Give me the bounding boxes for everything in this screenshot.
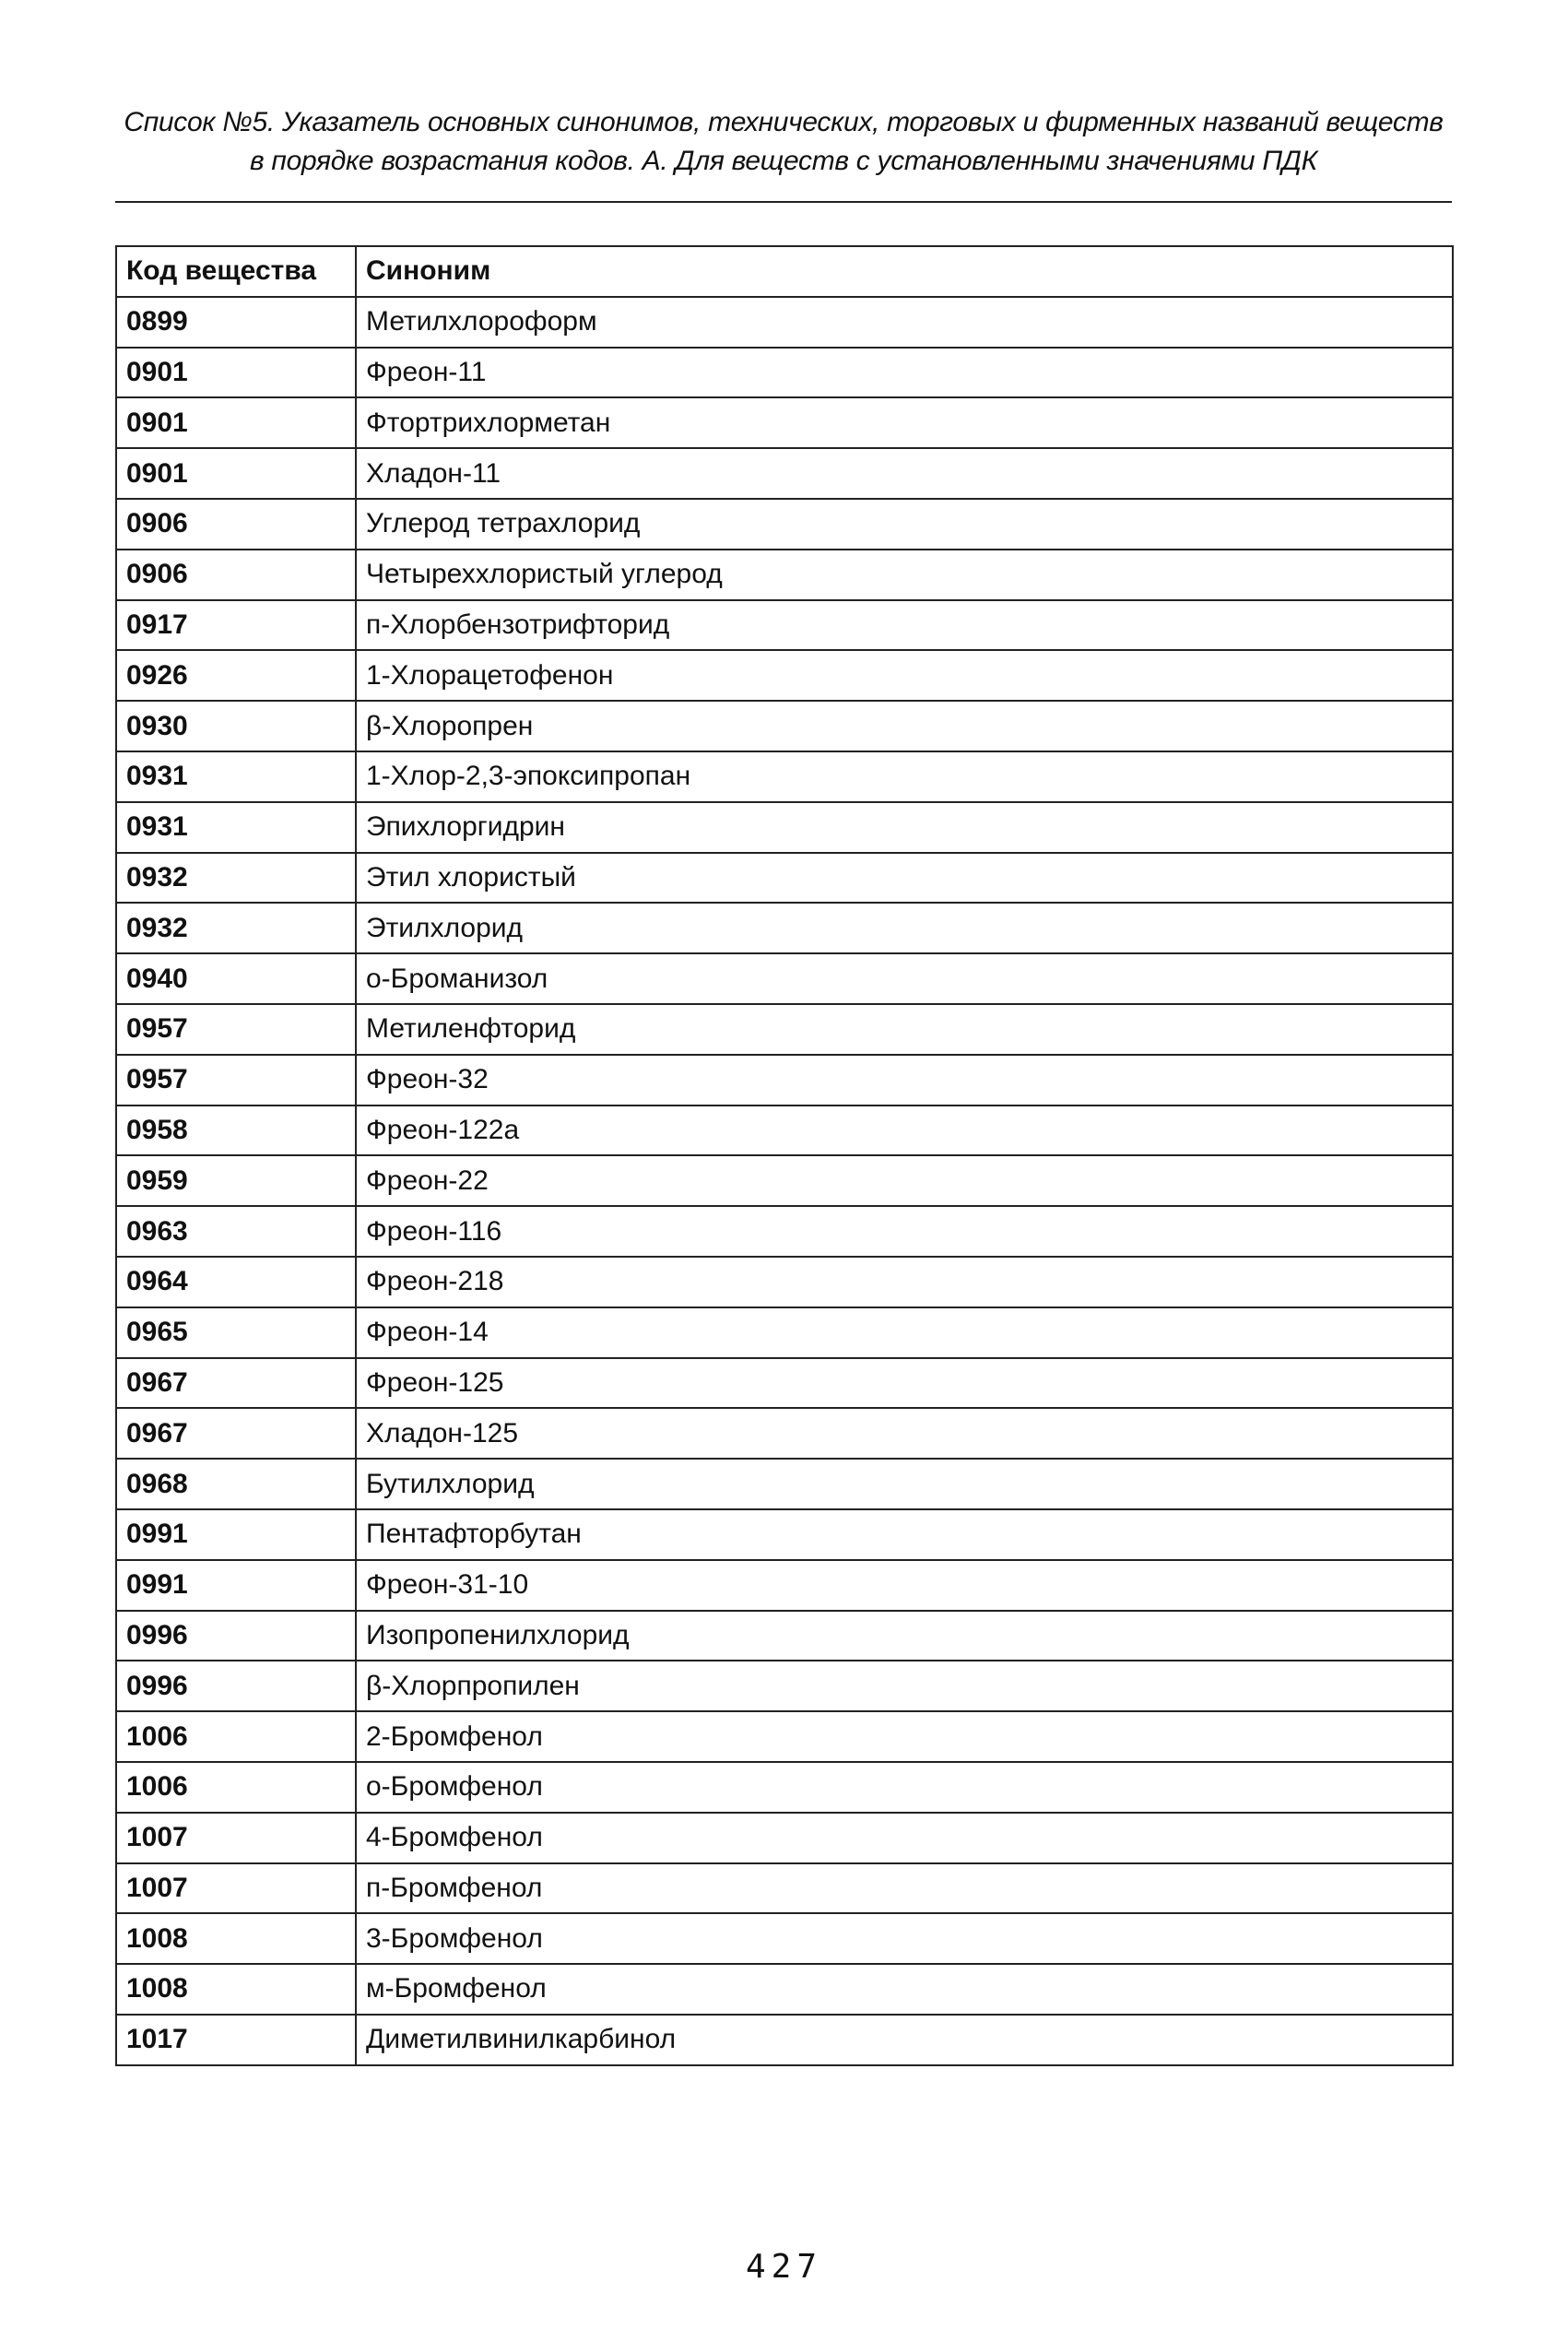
- substance-code-cell: 0964: [116, 1257, 356, 1307]
- table-row: [116, 853, 1453, 904]
- table-row: [116, 397, 1453, 448]
- substance-code-cell: 0901: [116, 348, 356, 398]
- substance-code-cell: 0968: [116, 1459, 356, 1509]
- substance-code-cell: 0931: [116, 751, 356, 802]
- table-row: [116, 953, 1453, 1004]
- synonym-cell: Фреон-125: [356, 1358, 1453, 1409]
- table-row: [116, 701, 1453, 751]
- substance-code-cell: 0965: [116, 1307, 356, 1358]
- substance-code-cell: 0917: [116, 600, 356, 651]
- table-row: [116, 1661, 1453, 1711]
- synonym-cell: Фтортрихлорметан: [356, 397, 1453, 448]
- table-row: [116, 1762, 1453, 1813]
- synonym-cell: Хладон-11: [356, 448, 1453, 499]
- substance-code-cell: 1008: [116, 1913, 356, 1964]
- synonym-cell: 4-Бромфенол: [356, 1813, 1453, 1863]
- synonym-cell: Фреон-31-10: [356, 1560, 1453, 1611]
- synonym-cell: 1-Хлорацетофенон: [356, 650, 1453, 701]
- synonym-cell: Метиленфторид: [356, 1004, 1453, 1055]
- page-number: 427: [745, 2248, 823, 2286]
- table-row: [116, 1459, 1453, 1509]
- synonym-cell: Бутилхлорид: [356, 1459, 1453, 1509]
- synonym-cell: Этилхлорид: [356, 903, 1453, 953]
- substance-code-cell: 1008: [116, 1964, 356, 2015]
- substance-code-cell: 0901: [116, 448, 356, 499]
- table-row: [116, 1913, 1453, 1964]
- column-header-synonym: Синоним: [356, 246, 1453, 297]
- substance-code-cell: 0901: [116, 397, 356, 448]
- page-header: [115, 103, 1452, 181]
- substance-code-cell: 0957: [116, 1055, 356, 1105]
- table-row: [116, 1408, 1453, 1459]
- substance-code-cell: 0930: [116, 701, 356, 751]
- substance-code-cell: 0996: [116, 1611, 356, 1661]
- synonym-cell: β-Хлоропрен: [356, 701, 1453, 751]
- synonym-cell: п-Хлорбензотрифторид: [356, 600, 1453, 651]
- table-row: [116, 1560, 1453, 1611]
- table-row: [116, 1105, 1453, 1156]
- synonym-cell: Диметилвинилкарбинол: [356, 2015, 1453, 2065]
- substance-code-cell: 0932: [116, 853, 356, 904]
- table-row: [116, 1155, 1453, 1206]
- header-divider: [115, 201, 1452, 203]
- substance-code-cell: 0931: [116, 802, 356, 853]
- table-row: [116, 1863, 1453, 1914]
- table-body: [116, 297, 1453, 2065]
- synonym-cell: Фреон-11: [356, 348, 1453, 398]
- substance-code-cell: 0940: [116, 953, 356, 1004]
- substance-code-cell: 1007: [116, 1813, 356, 1863]
- synonym-cell: о-Броманизол: [356, 953, 1453, 1004]
- substance-code-cell: 0957: [116, 1004, 356, 1055]
- synonym-cell: Фреон-14: [356, 1307, 1453, 1358]
- synonym-cell: п-Бромфенол: [356, 1863, 1453, 1914]
- substance-code-cell: 0959: [116, 1155, 356, 1206]
- table-row: [116, 550, 1453, 600]
- substance-code-cell: 0991: [116, 1509, 356, 1560]
- substance-code-cell: 0996: [116, 1661, 356, 1711]
- table-row: [116, 297, 1453, 348]
- table-row: [116, 1004, 1453, 1055]
- substance-code-cell: 1007: [116, 1863, 356, 1914]
- synonym-cell: Фреон-116: [356, 1206, 1453, 1257]
- synonym-cell: 3-Бромфенол: [356, 1913, 1453, 1964]
- substance-code-cell: 1017: [116, 2015, 356, 2065]
- substance-code-cell: 0991: [116, 1560, 356, 1611]
- table-row: [116, 499, 1453, 550]
- table-row: [116, 1358, 1453, 1409]
- table-row: [116, 1813, 1453, 1863]
- synonym-cell: о-Бромфенол: [356, 1762, 1453, 1813]
- synonym-cell: 1-Хлор-2,3-эпоксипропан: [356, 751, 1453, 802]
- substance-code-cell: 0906: [116, 499, 356, 550]
- table-row: [116, 751, 1453, 802]
- synonym-cell: β-Хлорпропилен: [356, 1661, 1453, 1711]
- synonym-cell: Фреон-22: [356, 1155, 1453, 1206]
- substance-code-cell: 1006: [116, 1711, 356, 1762]
- table-row: [116, 1257, 1453, 1307]
- substance-code-cell: 0926: [116, 650, 356, 701]
- synonym-cell: м-Бромфенол: [356, 1964, 1453, 2015]
- synonym-cell: Этил хлористый: [356, 853, 1453, 904]
- synonym-cell: Метилхлороформ: [356, 297, 1453, 348]
- header-line-1: Список №5. Указатель основных синонимов, технических, торговых и фирменных названий веществ: [124, 107, 1444, 137]
- substance-code-cell: 0899: [116, 297, 356, 348]
- table-row: [116, 802, 1453, 853]
- substance-code-cell: 0967: [116, 1408, 356, 1459]
- substance-code-cell: 0906: [116, 550, 356, 600]
- synonym-cell: Эпихлоргидрин: [356, 802, 1453, 853]
- table-row: [116, 1509, 1453, 1560]
- table-row: [116, 1307, 1453, 1358]
- substance-code-cell: 0958: [116, 1105, 356, 1156]
- synonym-cell: Фреон-32: [356, 1055, 1453, 1105]
- substance-code-cell: 0967: [116, 1358, 356, 1409]
- synonyms-table: [115, 245, 1454, 2066]
- header-line-2: в порядке возрастания кодов. А. Для веществ с установленными значениями ПДК: [250, 146, 1317, 176]
- table-header-row: [116, 246, 1453, 297]
- table-row: [116, 348, 1453, 398]
- table-row: [116, 1611, 1453, 1661]
- synonym-cell: Изопропенилхлорид: [356, 1611, 1453, 1661]
- synonym-cell: Углерод тетрахлорид: [356, 499, 1453, 550]
- table-row: [116, 1711, 1453, 1762]
- table-row: [116, 2015, 1453, 2065]
- synonym-cell: 2-Бромфенол: [356, 1711, 1453, 1762]
- table-row: [116, 1964, 1453, 2015]
- table-row: [116, 448, 1453, 499]
- table-row: [116, 1055, 1453, 1105]
- column-header-code: Код вещества: [116, 246, 356, 297]
- table-row: [116, 903, 1453, 953]
- substance-code-cell: 0963: [116, 1206, 356, 1257]
- table-row: [116, 1206, 1453, 1257]
- table-row: [116, 650, 1453, 701]
- substance-code-cell: 0932: [116, 903, 356, 953]
- synonym-cell: Фреон-218: [356, 1257, 1453, 1307]
- synonym-cell: Четыреххлористый углерод: [356, 550, 1453, 600]
- substance-code-cell: 1006: [116, 1762, 356, 1813]
- synonym-cell: Пентафторбутан: [356, 1509, 1453, 1560]
- synonym-cell: Хладон-125: [356, 1408, 1453, 1459]
- table-row: [116, 600, 1453, 651]
- synonym-cell: Фреон-122а: [356, 1105, 1453, 1156]
